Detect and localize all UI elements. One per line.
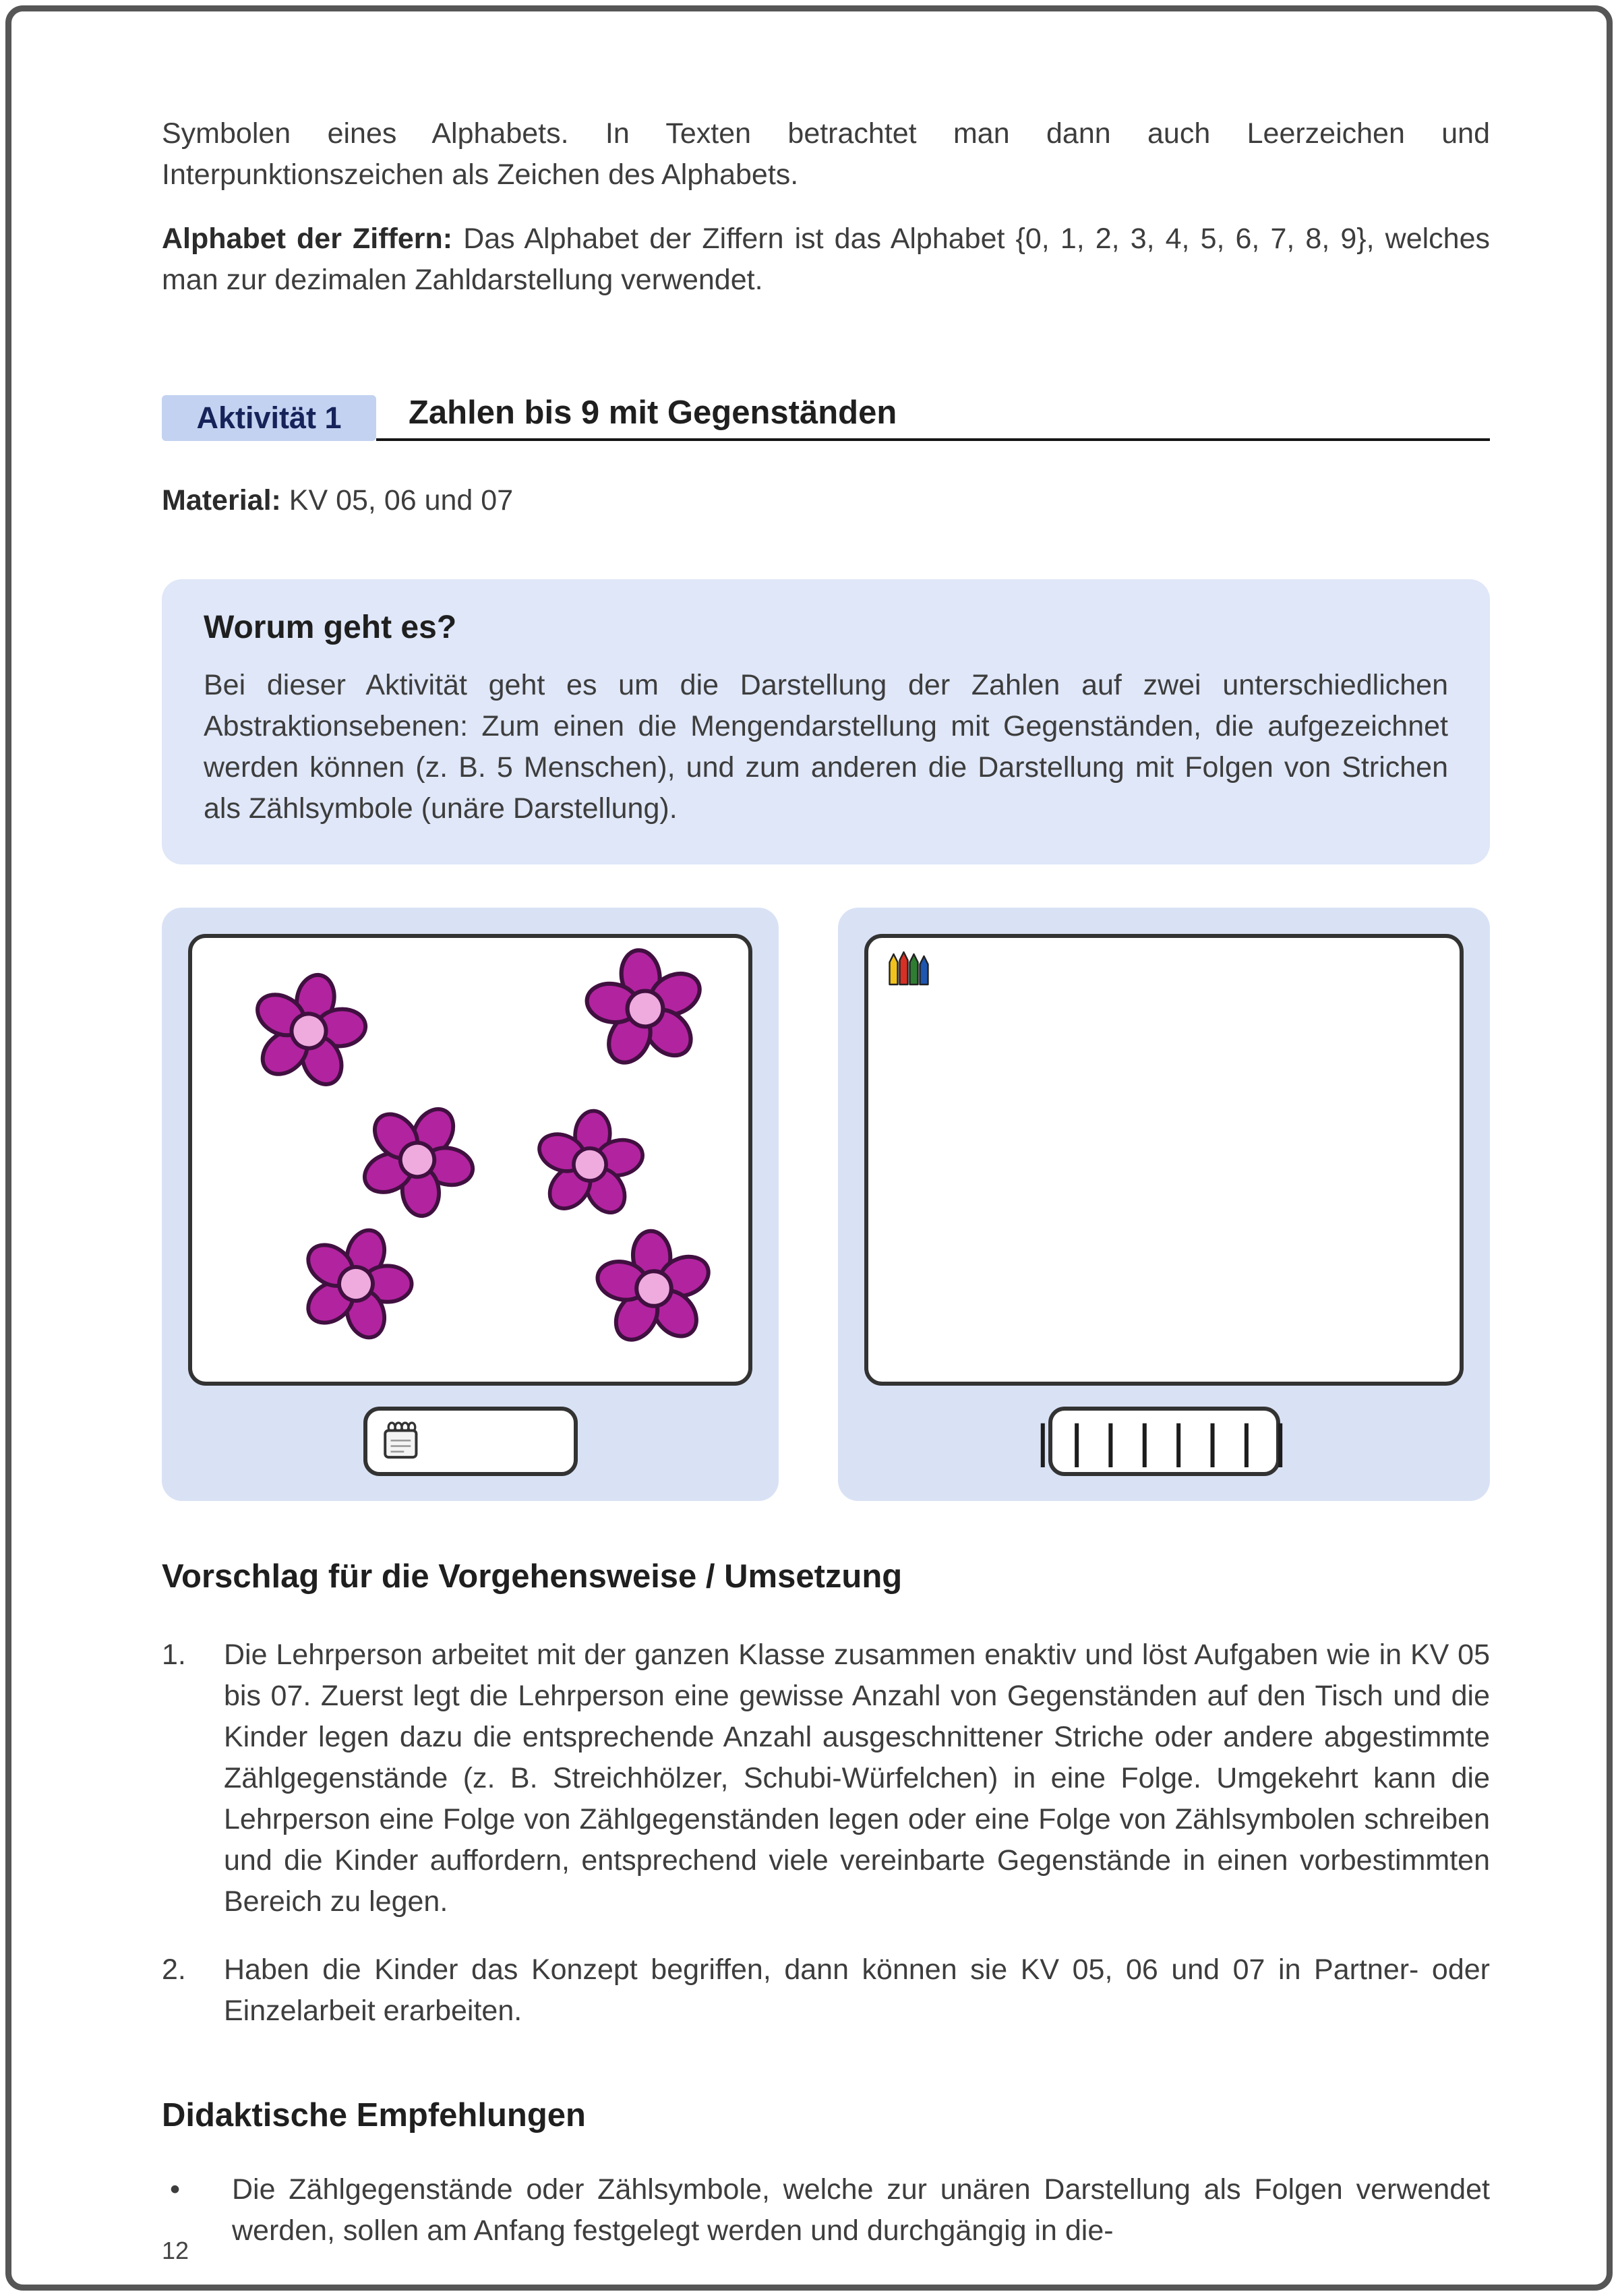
worum-body: Bei dieser Aktivität geht es um die Darstellung der Zahlen auf zwei unterschiedlichen Abstraktionsebenen: Zum einen die Mengendarstellung mit Gegenständen, die aufgezeichnet werden können (z. B. 5 Menschen), und zum anderen die Darstellung mit Folgen von Strichen als Zählsymbole (unäre Darstellung). [204,669,1448,825]
notepad-icon [380,1419,424,1464]
material-label: Material: [162,484,281,517]
list-item [162,1949,1490,2032]
bullet-item [162,2169,1490,2251]
flower-icon [283,1211,429,1357]
flower-icon [576,939,715,1078]
didaktik-heading: Didaktische Empfehlungen [162,2097,586,2133]
material-text: KV 05, 06 und 07 [289,484,514,517]
flowers-canvas [188,934,752,1386]
activity-header [162,394,1490,441]
illustration-row [162,908,1490,1501]
material-line [162,484,1490,517]
list-item-number: 1. [162,1639,186,1671]
flower-icon [529,1104,651,1225]
crayons-icon [885,950,929,987]
vorschlag-heading: Vorschlag für die Vorgehensweise / Umsetzung [162,1558,903,1595]
notepad-answer-box [363,1407,578,1476]
alphabet-paragraph [162,218,1490,301]
list-item-text: Die Lehrperson arbeitet mit der ganzen Klasse zusammen enaktiv und löst Aufgaben wie in KV 05 bis 07. Zuerst legt die Lehrperson eine gewisse Anzahl von Gegenständen auf den Tisch und die Kinder legen dazu die entsprechende Anzahl ausgeschnittener Striche oder andere abgestimmte Zählgegenstände (z. B. Streichhölzer, Schubi-Würfelchen) in eine Folge. Umgekehrt kann die Lehrperson eine Folge von Zählgegenständen legen oder eine Folge von Zählsymbolen schreiben und die Kinder auffordern, entsprechend viele vereinbarte Gegenstände in einen vorbestimmten Bereich zu legen. [224,1639,1490,1918]
drawing-panel [838,908,1490,1501]
worum-heading: Worum geht es? [204,610,457,645]
activity-badge: Aktivität 1 [162,395,376,441]
alphabet-label: Alphabet der Ziffern: [162,223,453,255]
intro-paragraph: Symbolen eines Alphabets. In Texten betrachtet man dann auch Leerzeichen und Interpunktionszeichen als Zeichen des Alphabets. [162,117,1490,191]
drawing-canvas [864,934,1464,1386]
tally-answer-box [1028,1407,1300,1476]
flower-icon [337,1080,498,1240]
worum-box [162,579,1490,864]
flower-icon [590,1225,718,1353]
bullet-item-text: Die Zählgegenstände oder Zählsymbole, welche zur unären Darstellung als Folgen verwendet werden, sollen am Anfang festgelegt werden und durchgängig in die- [232,2173,1490,2247]
alphabet-text: Das Alphabet der Ziffern ist das Alphabet {0, 1, 2, 3, 4, 5, 6, 7, 8, 9}, welches man zur dezimalen Zahldarstellung verwendet. [162,223,1490,296]
flowers-panel [162,908,779,1501]
bullet-marker: • [170,2173,181,2206]
activity-title: Zahlen bis 9 mit Gegenständen [409,394,897,431]
list-item-number: 2. [162,1953,186,1986]
activity-title-rule [376,394,1490,441]
page-number: 12 [162,2237,189,2264]
tally-marks: |||||||| [1028,1415,1300,1467]
vorschlag-list [162,1635,1490,2032]
flower-icon [239,961,380,1102]
list-item [162,1635,1490,1922]
list-item-text: Haben die Kinder das Konzept begriffen, dann können sie KV 05, 06 und 07 in Partner- oder Einzelarbeit erarbeiten. [224,1953,1490,2027]
didaktik-list [162,2169,1490,2251]
